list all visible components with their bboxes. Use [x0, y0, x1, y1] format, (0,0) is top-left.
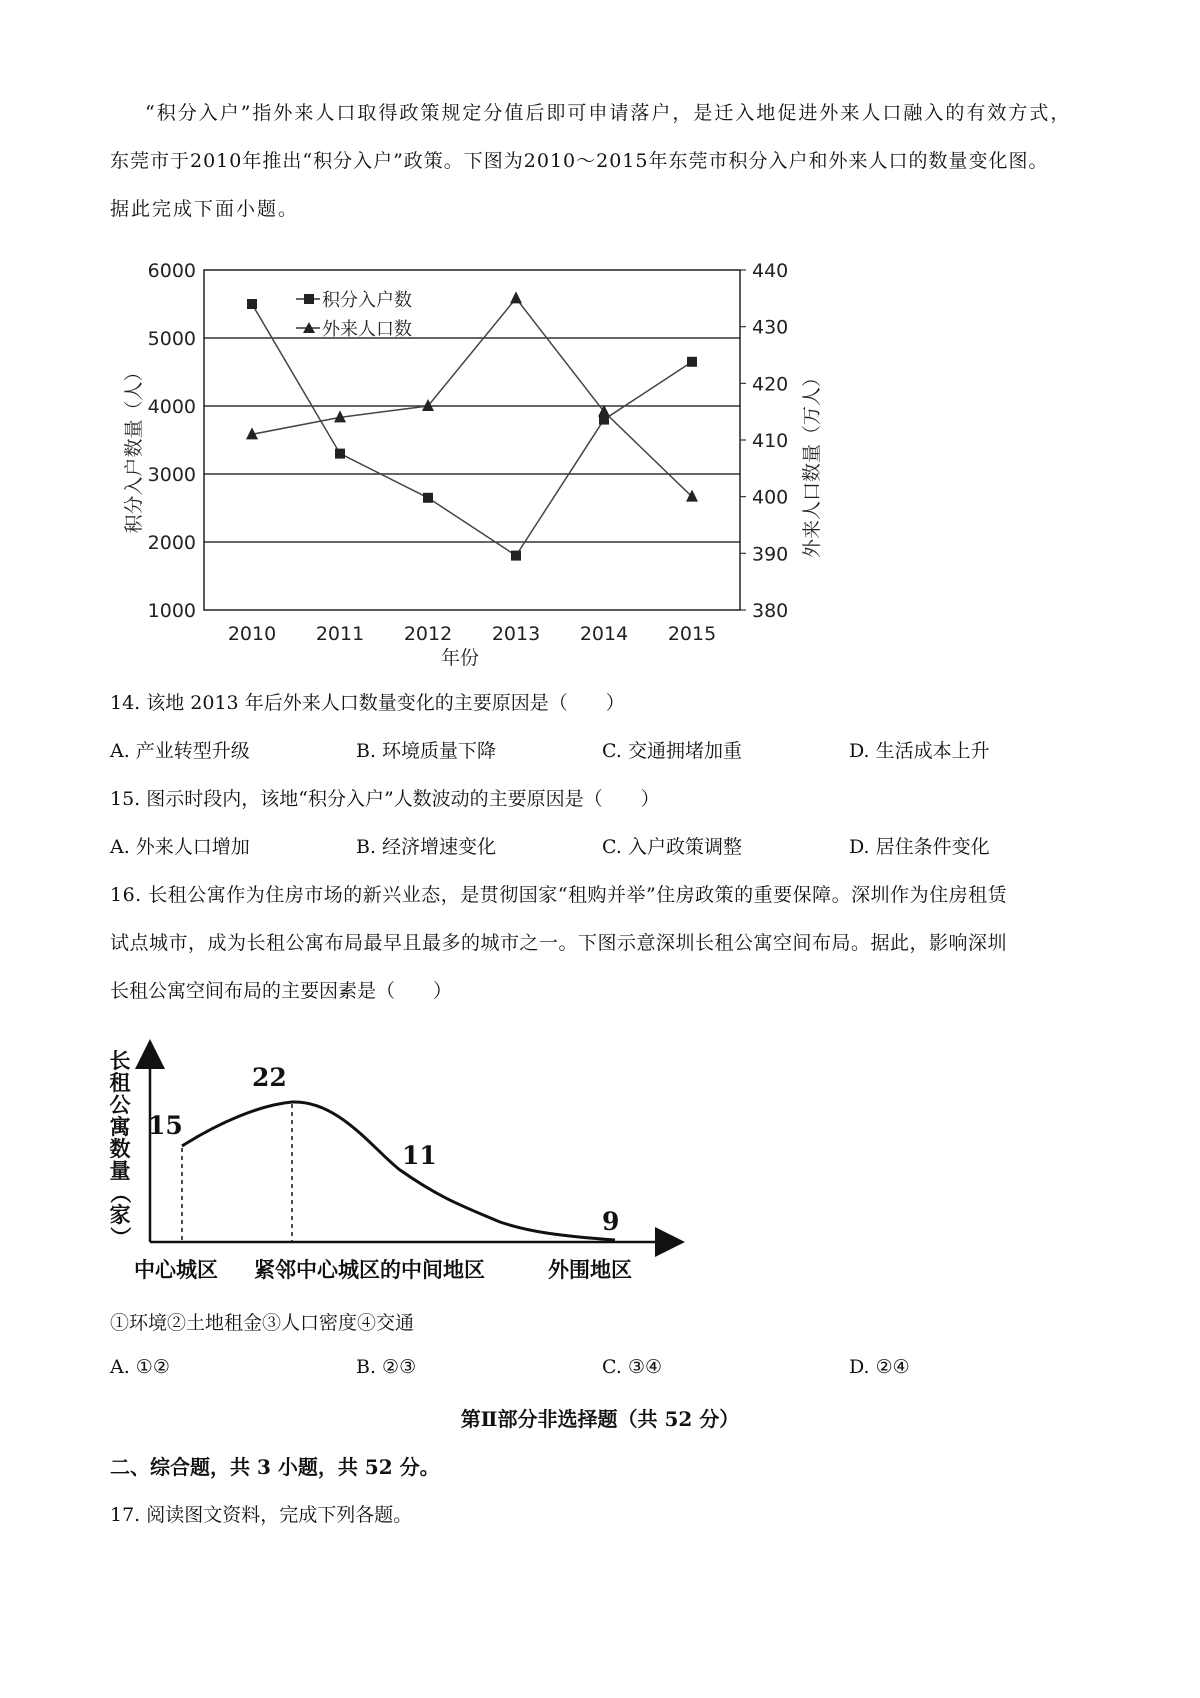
y-axis-label-left: 积分入户数量（人） — [123, 362, 145, 534]
y-axis-label-char: 长 — [109, 1048, 131, 1073]
value-label-22: 22 — [252, 1063, 287, 1092]
y-tick-right: 440 — [752, 260, 789, 282]
category-label-outer: 外围地区 — [548, 1257, 632, 1282]
data-point-triangle — [510, 291, 522, 303]
plot-frame — [204, 270, 740, 610]
y-axis-label-char: 数 — [109, 1136, 131, 1161]
y-tick-right: 390 — [752, 543, 789, 566]
legend-label-series-2: 外来人口数 — [322, 319, 412, 340]
y-tick-right: 420 — [752, 373, 789, 396]
q15-option-a[interactable]: A. 外来人口增加 — [110, 836, 250, 858]
y-tick-left: 2000 — [147, 532, 196, 554]
data-point-square — [423, 493, 433, 503]
x-tick: 2014 — [579, 623, 629, 645]
y-axis-label-right: 外来人口数量（万人） — [801, 367, 823, 559]
data-point-square — [511, 551, 521, 561]
x-tick: 2013 — [491, 623, 541, 645]
data-point-square — [247, 299, 257, 309]
y-axis-label-char: 租 — [109, 1070, 131, 1095]
intro-line-1: “积分入户”指外来人口取得政策规定分值后即可申请落户，是迁入地促进外来人口融入的有效方式， — [145, 102, 1072, 124]
y-tick-left: 6000 — [147, 260, 196, 282]
y-axis-label-char: 公 — [109, 1092, 131, 1117]
q16-option-c[interactable]: C. ③④ — [602, 1356, 663, 1378]
value-label-15: 15 — [148, 1111, 183, 1140]
q15-option-c[interactable]: C. 入户政策调整 — [602, 836, 742, 858]
x-tick: 2010 — [227, 623, 277, 645]
y-tick-right: 400 — [752, 486, 789, 509]
q16-line-2: 试点城市，成为长租公寓布局最早且最多的城市之一。下图示意深圳长租公寓空间布局。据此，影响深圳 — [110, 932, 1008, 954]
section-2-title: 第Ⅱ部分非选择题（共 52 分） — [460, 1407, 740, 1431]
y-axis-label-char: 量 — [109, 1158, 131, 1183]
q15-option-b[interactable]: B. 经济增速变化 — [356, 836, 497, 858]
y-axis-label-char: 寓 — [109, 1114, 131, 1139]
q14-stem: 14. 该地 2013 年后外来人口数量变化的主要原因是（ ） — [110, 692, 625, 714]
y-tick-right: 410 — [752, 430, 789, 452]
y-tick-left: 4000 — [147, 396, 196, 418]
apartment-distribution-chart — [110, 1030, 710, 1290]
x-axis-label: 年份 — [440, 647, 480, 669]
q14-option-a[interactable]: A. 产业转型升级 — [110, 740, 250, 762]
intro-line-2: 东莞市于2010年推出“积分入户”政策。下图为2010～2015年东莞市积分入户和外来人口的数量变化图。 — [110, 150, 1049, 172]
y-axis-label — [108, 1048, 133, 1248]
y-axis-label-char: （ — [108, 1182, 133, 1204]
q16-factors: ①环境②土地租金③人口密度④交通 — [110, 1312, 415, 1334]
series-line-1 — [252, 304, 692, 556]
apartment-curve — [182, 1102, 615, 1240]
q16-option-b[interactable]: B. ②③ — [356, 1356, 417, 1378]
q16-option-a[interactable]: A. ①② — [110, 1356, 170, 1378]
y-tick-left: 3000 — [147, 464, 196, 486]
q15-stem: 15. 图示时段内，该地“积分入户”人数波动的主要原因是（ ） — [110, 788, 660, 810]
data-point-square — [687, 357, 697, 367]
x-tick: 2011 — [315, 623, 365, 645]
q15-option-d[interactable]: D. 居住条件变化 — [849, 836, 990, 858]
y-tick-right: 380 — [752, 600, 789, 622]
legend-square-marker — [304, 294, 314, 304]
x-tick: 2012 — [403, 623, 453, 645]
y-tick-left: 5000 — [147, 328, 196, 350]
q14-option-d[interactable]: D. 生活成本上升 — [849, 740, 990, 762]
q17-stem: 17. 阅读图文资料，完成下列各题。 — [110, 1504, 413, 1526]
part-2-heading: 二、综合题，共 3 小题，共 52 分。 — [110, 1455, 440, 1479]
y-axis-label-char: 家 — [109, 1202, 131, 1227]
data-point-square — [335, 449, 345, 459]
q14-option-c[interactable]: C. 交通拥堵加重 — [602, 740, 742, 762]
q16-line-1: 16. 长租公寓作为住房市场的新兴业态，是贯彻国家“租购并举”住房政策的重要保障。深圳作为住房租赁 — [110, 884, 1008, 906]
y-tick-left: 1000 — [147, 600, 196, 622]
value-label-11: 11 — [402, 1141, 437, 1170]
y-tick-right: 430 — [752, 316, 789, 339]
value-label-9: 9 — [602, 1207, 620, 1236]
data-point-triangle — [686, 490, 698, 502]
y-axis-label-char: ） — [108, 1226, 133, 1248]
intro-line-3: 据此完成下面小题。 — [110, 198, 300, 220]
category-label-center: 中心城区 — [134, 1257, 218, 1282]
x-tick: 2015 — [667, 623, 717, 645]
q14-option-b[interactable]: B. 环境质量下降 — [356, 740, 497, 762]
q16-option-d[interactable]: D. ②④ — [849, 1356, 910, 1378]
q16-line-3: 长租公寓空间布局的主要因素是（ ） — [110, 980, 453, 1002]
population-chart — [100, 248, 823, 669]
legend-label-series-1: 积分入户数 — [322, 290, 412, 311]
legend — [296, 290, 412, 340]
category-label-middle: 紧邻中心城区的中间地区 — [254, 1257, 485, 1282]
